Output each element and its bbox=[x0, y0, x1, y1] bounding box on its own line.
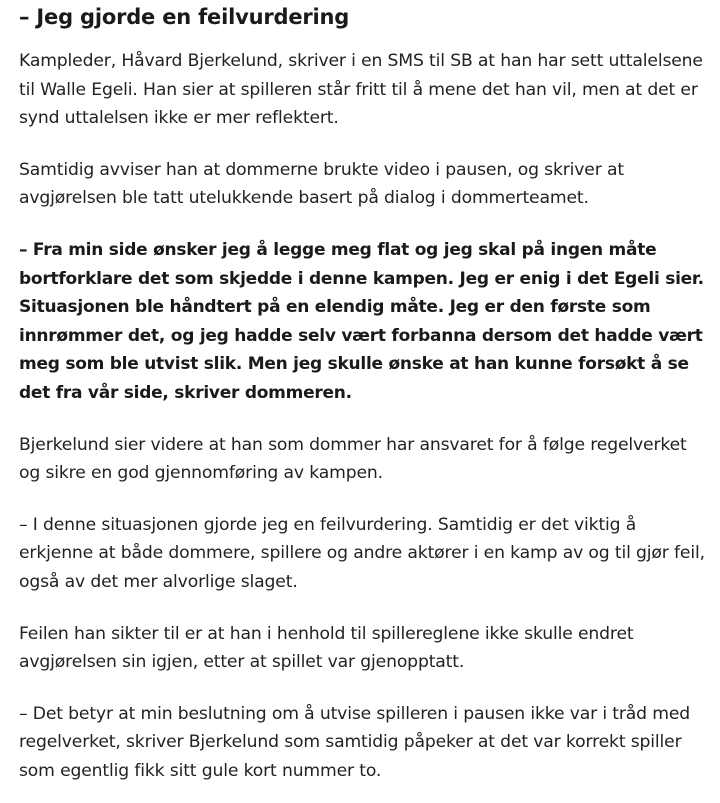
paragraph-referee-quote: – Fra min side ønsker jeg å legge meg flat og jeg skal på ingen måte bortforklare det som skjedde i denne kampen. Jeg er enig i det Egeli sier. Situasjonen ble håndtert på en elendig måte. Jeg er den første som innrømmer det, og jeg hadde selv vært forbanna dersom det hadde vært meg som ble utvist slik. Men jeg skulle ønske at han kunne forsøkt å se det fra vår side, skriver dommeren. bbox=[19, 239, 704, 403]
article-body bbox=[19, 0, 709, 785]
paragraph-misjudgement-quote: – I denne situasjonen gjorde jeg en feilvurdering. Samtidig er det viktig å erkjenne at både dommere, spillere og andre aktører i en kamp av og til gjør feil, også av det mer alvorlige slaget. bbox=[19, 514, 705, 592]
paragraph-rule-error: Feilen han sikter til er at han i henhold til spillereglene ikke skulle endret avgjørelsen sin igjen, etter at spillet var gjenopptatt. bbox=[19, 623, 634, 673]
paragraph-video-denial: Samtidig avviser han at dommerne brukte video i pausen, og skriver at avgjørelsen ble tatt utelukkende basert på dialog i dommerteamet. bbox=[19, 159, 624, 209]
section-heading: – Jeg gjorde en feilvurdering bbox=[19, 5, 350, 29]
paragraph-responsibility: Bjerkelund sier videre at han som dommer har ansvaret for å følge regelverket og sikre en god gjennomføring av kampen. bbox=[19, 434, 687, 484]
paragraph-final-quote: – Det betyr at min beslutning om å utvise spilleren i pausen ikke var i tråd med regelverket, skriver Bjerkelund som samtidig påpeker at det var korrekt spiller som egentlig fikk sitt gule kort nummer to. bbox=[19, 703, 691, 781]
paragraph-sms-statement: Kampleder, Håvard Bjerkelund, skriver i en SMS til SB at han har sett uttalelsene til Walle Egeli. Han sier at spilleren står fritt til å mene det han vil, men at det er synd uttalelsen ikke er mer reflektert. bbox=[19, 51, 703, 129]
